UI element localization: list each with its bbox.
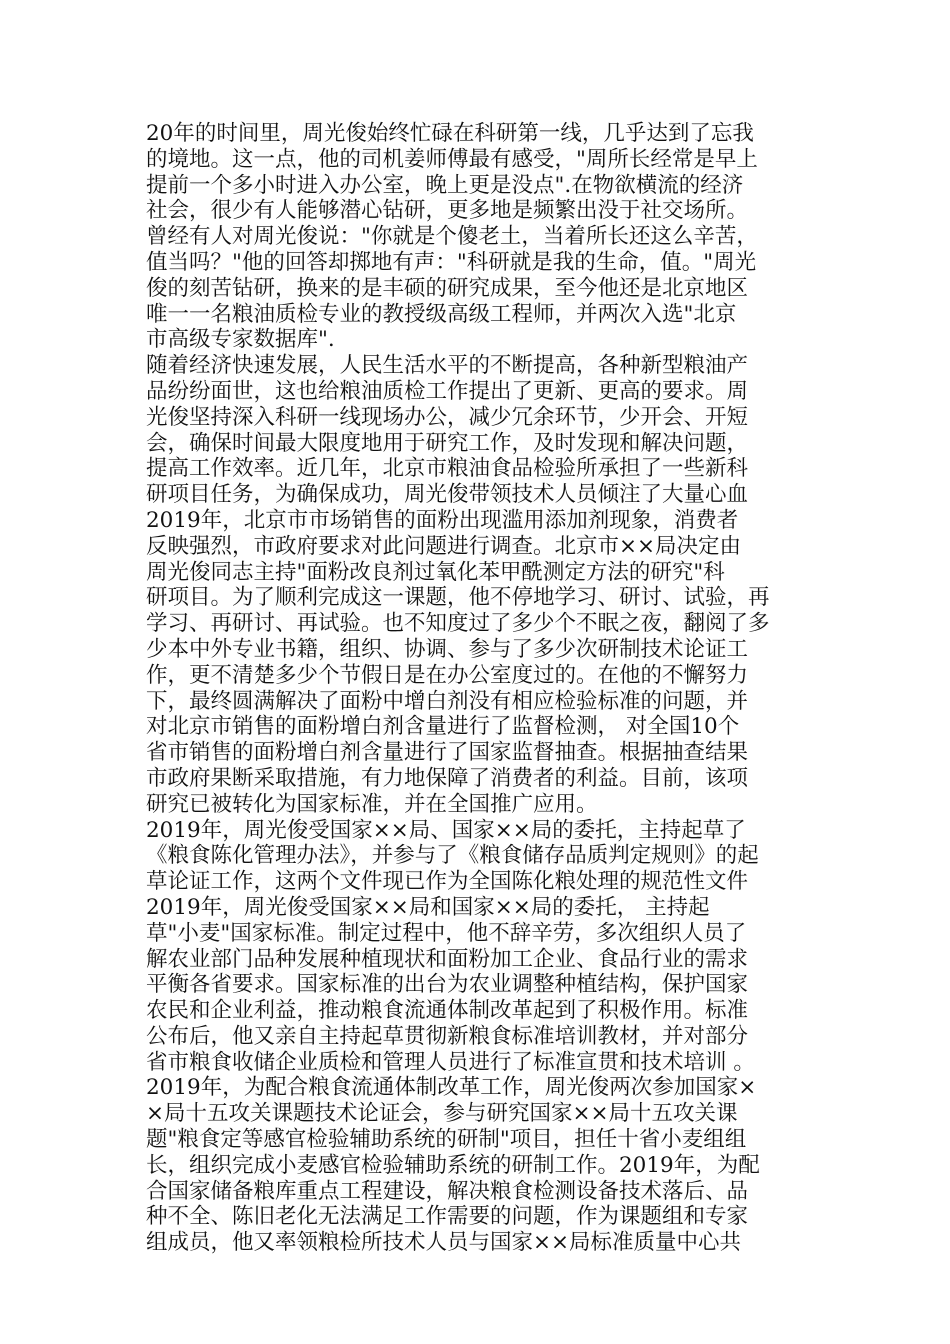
text-line: 品纷纷面世，这也给粮油质检工作提出了更新、更高的要求。周 bbox=[146, 378, 749, 404]
text-line: 长，组织完成小麦感官检验辅助系统的研制工作。2019年，为配 bbox=[146, 1152, 760, 1178]
text-line: 草论证工作，这两个文件现已作为全国陈化粮处理的规范性文件 bbox=[146, 869, 749, 895]
text-line: 会，确保时间最大限度地用于研究工作，及时发现和解决问题， bbox=[146, 430, 749, 456]
text-line: 提前一个多小时进入办公室，晚上更是没点".在物欲横流的经济 bbox=[146, 172, 744, 198]
text-line: 曾经有人对周光俊说："你就是个傻老土，当着所长还这么辛苦， bbox=[146, 224, 758, 250]
text-line: 对北京市销售的面粉增白剂含量进行了监督检测， 对全国10个 bbox=[146, 714, 740, 740]
text-line: 研究已被转化为国家标准，并在全国推广应用。 bbox=[146, 791, 598, 817]
text-line: 2019年，周光俊受国家××局、国家××局的委托，主持起草了 bbox=[146, 817, 746, 843]
text-line: 少本中外专业书籍，组织、协调、参与了多少次研制技术论证工 bbox=[146, 636, 749, 662]
text-line: 解农业部门品种发展种植现状和面粉加工企业、食品行业的需求 bbox=[146, 946, 749, 972]
text-line: 的境地。这一点，他的司机姜师傅最有感受，"周所长经常是早上 bbox=[146, 146, 758, 172]
text-line: 合国家储备粮库重点工程建设，解决粮食检测设备技术落后、品 bbox=[146, 1178, 749, 1204]
text-line: 研项目任务，为确保成功，周光俊带领技术人员倾注了大量心血 bbox=[146, 482, 749, 508]
text-line: 值当吗？"他的回答却掷地有声："科研就是我的生命，值。"周光 bbox=[146, 249, 757, 275]
text-line: 周光俊同志主持"面粉改良剂过氧化苯甲酰测定方法的研究"科 bbox=[146, 559, 725, 585]
text-line: 《粮食陈化管理办法》，并参与了《粮食储存品质判定规则》的起 bbox=[146, 843, 759, 869]
text-line: 唯一一名粮油质检专业的教授级高级工程师，并两次入选"北京 bbox=[146, 301, 737, 327]
text-line: 2019年，北京市市场销售的面粉出现滥用添加剂现象，消费者 bbox=[146, 507, 739, 533]
text-line: 光俊坚持深入科研一线现场办公，减少冗余环节，少开会、开短 bbox=[146, 404, 749, 430]
text-line: 省市粮食收储企业质检和管理人员进行了标准宣贯和技术培训 。 bbox=[146, 1049, 755, 1075]
text-line: 2019年，为配合粮食流通体制改革工作，周光俊两次参加国家× bbox=[146, 1075, 757, 1101]
text-line: 草"小麦"国家标准。制定过程中，他不辞辛劳，多次组织人员了 bbox=[146, 920, 747, 946]
text-line: 平衡各省要求。国家标准的出台为农业调整种植结构，保护国家 bbox=[146, 972, 749, 998]
text-line: 学习、再研讨、再试验。也不知度过了多少个不眠之夜，翻阅了多 bbox=[146, 611, 770, 637]
text-line: 组成员，他又率领粮检所技术人员与国家××局标准质量中心共 bbox=[146, 1230, 742, 1256]
text-line: 社会，很少有人能够潜心钻研，更多地是频繁出没于社交场所。 bbox=[146, 198, 749, 224]
text-line: 公布后，他又亲自主持起草贯彻新粮食标准培训教材，并对部分 bbox=[146, 1023, 749, 1049]
text-line: 作，更不清楚多少个节假日是在办公室度过的。在他的不懈努力 bbox=[146, 662, 749, 688]
text-line: 提高工作效率。近几年，北京市粮油食品检验所承担了一些新科 bbox=[146, 456, 749, 482]
text-line: ×局十五攻关课题技术论证会，参与研究国家××局十五攻关课 bbox=[146, 1101, 738, 1127]
text-line: 省市销售的面粉增白剂含量进行了国家监督抽查。根据抽查结果 bbox=[146, 740, 749, 766]
text-line: 俊的刻苦钻研，换来的是丰硕的研究成果，至今他还是北京地区 bbox=[146, 275, 749, 301]
text-line: 市政府果断采取措施，有力地保障了消费者的利益。目前，该项 bbox=[146, 765, 749, 791]
text-line: 市高级专家数据库". bbox=[146, 327, 335, 353]
text-line: 下，最终圆满解决了面粉中增白剂没有相应检验标准的问题，并 bbox=[146, 688, 749, 714]
text-line: 20年的时间里，周光俊始终忙碌在科研第一线，几乎达到了忘我 bbox=[146, 121, 754, 146]
text-line: 题"粮食定等感官检验辅助系统的研制"项目，担任十省小麦组组 bbox=[146, 1127, 747, 1153]
text-line: 农民和企业利益，推动粮食流通体制改革起到了积极作用。标准 bbox=[146, 998, 749, 1024]
body-text bbox=[146, 121, 814, 1256]
text-line: 研项目。为了顺利完成这一课题，他不停地学习、研讨、试验，再 bbox=[146, 585, 770, 611]
text-line: 随着经济快速发展，人民生活水平的不断提高，各种新型粮油产 bbox=[146, 353, 749, 379]
text-line: 2019年，周光俊受国家××局和国家××局的委托， 主持起 bbox=[146, 894, 710, 920]
text-line: 反映强烈，市政府要求对此问题进行调查。北京市××局决定由 bbox=[146, 533, 742, 559]
text-line: 种不全、陈旧老化无法满足工作需要的问题，作为课题组和专家 bbox=[146, 1204, 749, 1230]
